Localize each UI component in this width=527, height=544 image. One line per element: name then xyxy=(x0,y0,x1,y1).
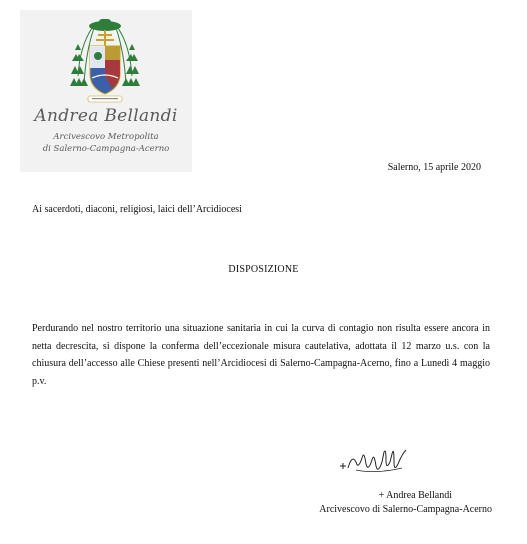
letterhead-title-line2: di Salerno-Campagna-Acerno xyxy=(42,144,170,154)
signatory-name: + Andrea Bellandi xyxy=(378,490,452,501)
letterhead-name: Andrea Bellandi xyxy=(34,106,178,126)
letter-body: Perdurando nel nostro territorio una situazione sanitaria in cui la curva di contagio non risulta essere ancora in netta decrescita, si dispone la conferma dell’eccezionale misura cautelativa, adottata il 12 marzo u.s. con la chiusura dell’accesso alle Chiese presenti nell’Arcidiocesi di Salerno-Campagna-Acerno, fino a Lunedì 4 maggio p.v. xyxy=(32,323,490,387)
letter-date: Salerno, 15 aprile 2020 xyxy=(387,162,481,173)
letterhead-title-line1: Arcivescovo Metropolita xyxy=(53,132,159,142)
document-title: DISPOSIZIONE xyxy=(228,264,299,275)
letter-addressee: Ai sacerdoti, diaconi, religiosi, laici dell’Arcidiocesi xyxy=(32,204,242,215)
letterhead xyxy=(20,10,192,172)
coat-of-arms-icon xyxy=(70,16,140,108)
handwritten-signature-icon xyxy=(336,440,414,480)
signatory-role: Arcivescovo di Salerno-Campagna-Acerno xyxy=(319,504,492,515)
